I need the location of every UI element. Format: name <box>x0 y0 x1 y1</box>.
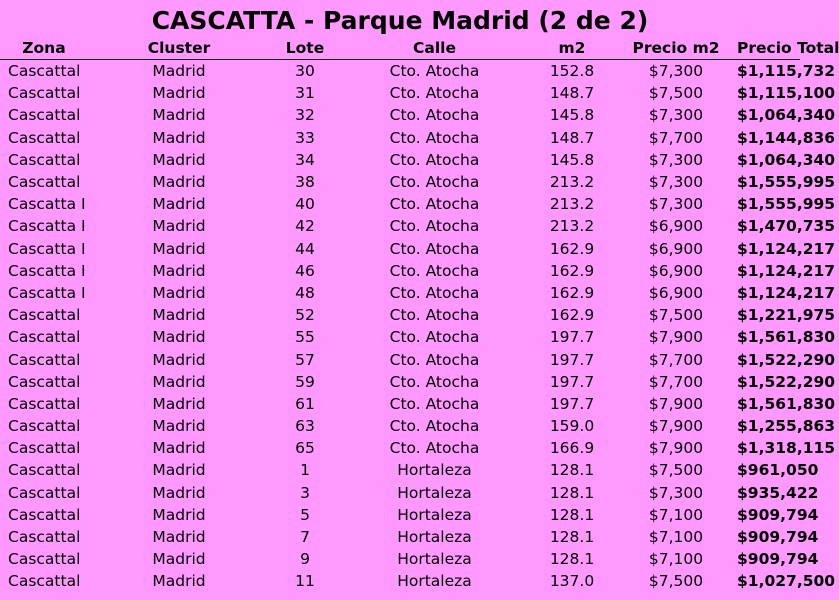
table-row <box>0 570 800 592</box>
cell-precio-total: $909,794 <box>737 505 819 524</box>
cell-calle: Cto. Atocha <box>389 239 480 258</box>
header-precio-total: Precio Total <box>737 37 800 60</box>
cell-lote: 31 <box>295 84 315 103</box>
cell-precio-m2: $7,500 <box>648 572 704 591</box>
cell-lote: 65 <box>295 439 315 458</box>
header-precio-m2: Precio m2 <box>615 37 737 60</box>
cell-cluster: Madrid <box>152 394 206 413</box>
header-m2: m2 <box>529 37 615 60</box>
cell-lote: 5 <box>300 505 310 524</box>
table-row <box>0 393 800 415</box>
cell-m2: 213.2 <box>549 217 595 236</box>
cell-zona: Cascattal <box>8 572 81 591</box>
table-row <box>0 459 800 481</box>
cell-m2: 128.1 <box>549 528 595 547</box>
cell-lote: 3 <box>300 483 310 502</box>
cell-m2: 137.0 <box>549 572 595 591</box>
cell-m2: 166.9 <box>549 439 595 458</box>
cell-calle: Cto. Atocha <box>389 106 480 125</box>
cell-m2: 162.9 <box>549 306 595 325</box>
cell-m2: 145.8 <box>549 106 595 125</box>
cell-cluster: Madrid <box>152 483 206 502</box>
cell-zona: Cascattal <box>8 106 81 125</box>
cell-precio-total: $1,555,995 <box>737 195 836 214</box>
cell-zona: Cascatta I <box>8 239 86 258</box>
cell-calle: Cto. Atocha <box>389 283 480 302</box>
cell-precio-m2: $7,300 <box>648 173 704 192</box>
cell-cluster: Madrid <box>152 461 206 480</box>
cell-precio-total: $1,255,863 <box>737 417 836 436</box>
cell-calle: Cto. Atocha <box>389 372 480 391</box>
table-row <box>0 304 800 326</box>
cell-precio-total: $1,124,217 <box>737 261 836 280</box>
cell-precio-m2: $7,100 <box>648 550 704 569</box>
cell-m2: 128.1 <box>549 461 595 480</box>
cell-precio-m2: $7,300 <box>648 62 704 81</box>
table-row <box>0 171 800 193</box>
cell-zona: Cascattal <box>8 150 81 169</box>
cell-zona: Cascatta I <box>8 195 86 214</box>
cell-zona: Cascattal <box>8 306 81 325</box>
cell-zona: Cascattal <box>8 483 81 502</box>
cell-precio-total: $1,221,975 <box>737 306 836 325</box>
cell-precio-m2: $7,500 <box>648 306 704 325</box>
cell-precio-m2: $6,900 <box>648 217 704 236</box>
cell-precio-total: $1,144,836 <box>737 128 836 147</box>
cell-precio-total: $1,124,217 <box>737 239 836 258</box>
price-table <box>0 37 839 593</box>
cell-m2: 197.7 <box>549 372 595 391</box>
cell-calle: Hortaleza <box>397 572 472 591</box>
cell-cluster: Madrid <box>152 328 206 347</box>
cell-lote: 9 <box>300 550 310 569</box>
cell-precio-total: $1,561,830 <box>737 328 836 347</box>
cell-m2: 128.1 <box>549 550 595 569</box>
cell-zona: Cascattal <box>8 461 81 480</box>
cell-cluster: Madrid <box>152 439 206 458</box>
cell-cluster: Madrid <box>152 261 206 280</box>
header-row <box>0 37 800 60</box>
cell-lote: 32 <box>295 106 315 125</box>
cell-precio-total: $1,064,340 <box>737 106 836 125</box>
cell-lote: 44 <box>295 239 315 258</box>
cell-calle: Hortaleza <box>397 550 472 569</box>
table-row <box>0 326 800 348</box>
cell-zona: Cascattal <box>8 173 81 192</box>
table-row <box>0 282 800 304</box>
cell-zona: Cascattal <box>8 350 81 369</box>
cell-cluster: Madrid <box>152 173 206 192</box>
cell-zona: Cascattal <box>8 417 81 436</box>
cell-calle: Cto. Atocha <box>389 417 480 436</box>
cell-m2: 128.1 <box>549 505 595 524</box>
cell-precio-total: $961,050 <box>737 461 819 480</box>
page-title: CASCATTA - Parque Madrid (2 de 2) <box>151 6 649 35</box>
cell-calle: Cto. Atocha <box>389 173 480 192</box>
cell-cluster: Madrid <box>152 283 206 302</box>
cell-precio-m2: $7,300 <box>648 195 704 214</box>
cell-calle: Cto. Atocha <box>389 195 480 214</box>
cell-precio-m2: $6,900 <box>648 261 704 280</box>
cell-precio-total: $1,561,830 <box>737 394 836 413</box>
cell-m2: 162.9 <box>549 283 595 302</box>
table-header <box>0 37 839 60</box>
cell-zona: Cascattal <box>8 439 81 458</box>
cell-zona: Cascattal <box>8 62 81 81</box>
cell-lote: 11 <box>295 572 315 591</box>
header-zona: Zona <box>0 37 88 60</box>
cell-lote: 55 <box>295 328 315 347</box>
cell-precio-total: $935,422 <box>737 483 819 502</box>
cell-precio-m2: $7,900 <box>648 439 704 458</box>
cell-lote: 57 <box>295 350 315 369</box>
cell-m2: 128.1 <box>549 483 595 502</box>
cell-cluster: Madrid <box>152 195 206 214</box>
cell-calle: Hortaleza <box>397 461 472 480</box>
header-calle: Calle <box>340 37 529 60</box>
cell-lote: 59 <box>295 372 315 391</box>
cell-cluster: Madrid <box>152 128 206 147</box>
cell-precio-total: $1,064,340 <box>737 150 836 169</box>
cell-calle: Cto. Atocha <box>389 394 480 413</box>
cell-calle: Cto. Atocha <box>389 217 480 236</box>
cell-m2: 159.0 <box>549 417 595 436</box>
cell-lote: 33 <box>295 128 315 147</box>
cell-precio-m2: $7,900 <box>648 328 704 347</box>
cell-calle: Cto. Atocha <box>389 306 480 325</box>
table-row <box>0 482 800 504</box>
cell-calle: Cto. Atocha <box>389 350 480 369</box>
cell-precio-m2: $7,900 <box>648 394 704 413</box>
cell-precio-total: $1,027,500 <box>737 572 836 591</box>
cell-calle: Cto. Atocha <box>389 84 480 103</box>
cell-calle: Cto. Atocha <box>389 150 480 169</box>
cell-precio-total: $909,794 <box>737 528 819 547</box>
cell-cluster: Madrid <box>152 550 206 569</box>
cell-zona: Cascattal <box>8 550 81 569</box>
cell-cluster: Madrid <box>152 217 206 236</box>
cell-m2: 162.9 <box>549 239 595 258</box>
cell-m2: 145.8 <box>549 150 595 169</box>
cell-lote: 63 <box>295 417 315 436</box>
cell-zona: Cascattal <box>8 394 81 413</box>
cell-precio-total: $1,522,290 <box>737 350 836 369</box>
cell-precio-total: $1,115,100 <box>737 84 836 103</box>
cell-zona: Cascattal <box>8 328 81 347</box>
table-row <box>0 437 800 459</box>
cell-precio-total: $1,470,735 <box>737 217 836 236</box>
cell-zona: Cascatta I <box>8 217 86 236</box>
cell-m2: 197.7 <box>549 328 595 347</box>
cell-lote: 30 <box>295 62 315 81</box>
table-row <box>0 504 800 526</box>
cell-cluster: Madrid <box>152 84 206 103</box>
cell-precio-total: $909,794 <box>737 550 819 569</box>
table-row <box>0 127 800 149</box>
cell-precio-m2: $7,300 <box>648 106 704 125</box>
cell-calle: Hortaleza <box>397 505 472 524</box>
cell-lote: 38 <box>295 173 315 192</box>
cell-precio-total: $1,555,995 <box>737 173 836 192</box>
cell-lote: 40 <box>295 195 315 214</box>
cell-cluster: Madrid <box>152 572 206 591</box>
cell-lote: 61 <box>295 394 315 413</box>
cell-precio-total: $1,318,115 <box>737 439 836 458</box>
cell-cluster: Madrid <box>152 372 206 391</box>
table-row <box>0 260 800 282</box>
table-row <box>0 348 800 370</box>
cell-zona: Cascattal <box>8 128 81 147</box>
cell-precio-m2: $7,500 <box>648 461 704 480</box>
cell-precio-m2: $7,700 <box>648 128 704 147</box>
cell-cluster: Madrid <box>152 306 206 325</box>
cell-m2: 152.8 <box>549 62 595 81</box>
cell-cluster: Madrid <box>152 239 206 258</box>
cell-precio-total: $1,522,290 <box>737 372 836 391</box>
cell-precio-total: $1,115,732 <box>737 62 836 81</box>
cell-lote: 34 <box>295 150 315 169</box>
table-body <box>0 60 836 593</box>
header-cluster: Cluster <box>88 37 270 60</box>
cell-precio-m2: $7,700 <box>648 372 704 391</box>
cell-cluster: Madrid <box>152 150 206 169</box>
cell-zona: Cascattal <box>8 84 81 103</box>
cell-calle: Cto. Atocha <box>389 439 480 458</box>
table-row <box>0 548 800 570</box>
cell-m2: 148.7 <box>549 84 595 103</box>
table-row <box>0 371 800 393</box>
cell-m2: 197.7 <box>549 394 595 413</box>
cell-calle: Cto. Atocha <box>389 328 480 347</box>
cell-precio-m2: $7,500 <box>648 84 704 103</box>
cell-lote: 46 <box>295 261 315 280</box>
cell-lote: 42 <box>295 217 315 236</box>
cell-lote: 48 <box>295 283 315 302</box>
cell-lote: 1 <box>300 461 310 480</box>
table-row <box>0 526 800 548</box>
cell-precio-m2: $7,300 <box>648 483 704 502</box>
cell-precio-m2: $7,700 <box>648 350 704 369</box>
table-row <box>0 149 800 171</box>
cell-lote: 7 <box>300 528 310 547</box>
cell-precio-m2: $7,900 <box>648 417 704 436</box>
cell-precio-m2: $7,100 <box>648 505 704 524</box>
table-row <box>0 60 800 83</box>
table-row <box>0 415 800 437</box>
cell-zona: Cascattal <box>8 372 81 391</box>
cell-cluster: Madrid <box>152 62 206 81</box>
table-row <box>0 215 800 237</box>
cell-calle: Cto. Atocha <box>389 62 480 81</box>
table-row <box>0 193 800 215</box>
header-lote: Lote <box>270 37 340 60</box>
cell-m2: 148.7 <box>549 128 595 147</box>
cell-cluster: Madrid <box>152 106 206 125</box>
table-row <box>0 104 800 126</box>
cell-calle: Cto. Atocha <box>389 261 480 280</box>
cell-m2: 213.2 <box>549 195 595 214</box>
cell-zona: Cascattal <box>8 528 81 547</box>
cell-calle: Cto. Atocha <box>389 128 480 147</box>
cell-zona: Cascatta I <box>8 283 86 302</box>
cell-zona: Cascattal <box>8 505 81 524</box>
cell-precio-m2: $7,100 <box>648 528 704 547</box>
cell-precio-m2: $6,900 <box>648 283 704 302</box>
table-row <box>0 82 800 104</box>
cell-m2: 197.7 <box>549 350 595 369</box>
cell-cluster: Madrid <box>152 528 206 547</box>
cell-precio-m2: $6,900 <box>648 239 704 258</box>
cell-precio-total: $1,124,217 <box>737 283 836 302</box>
cell-calle: Hortaleza <box>397 483 472 502</box>
cell-calle: Hortaleza <box>397 528 472 547</box>
cell-m2: 213.2 <box>549 173 595 192</box>
cell-lote: 52 <box>295 306 315 325</box>
table-row <box>0 238 800 260</box>
cell-zona: Cascatta I <box>8 261 86 280</box>
cell-precio-m2: $7,300 <box>648 150 704 169</box>
cell-cluster: Madrid <box>152 350 206 369</box>
cell-cluster: Madrid <box>152 417 206 436</box>
cell-cluster: Madrid <box>152 505 206 524</box>
cell-m2: 162.9 <box>549 261 595 280</box>
